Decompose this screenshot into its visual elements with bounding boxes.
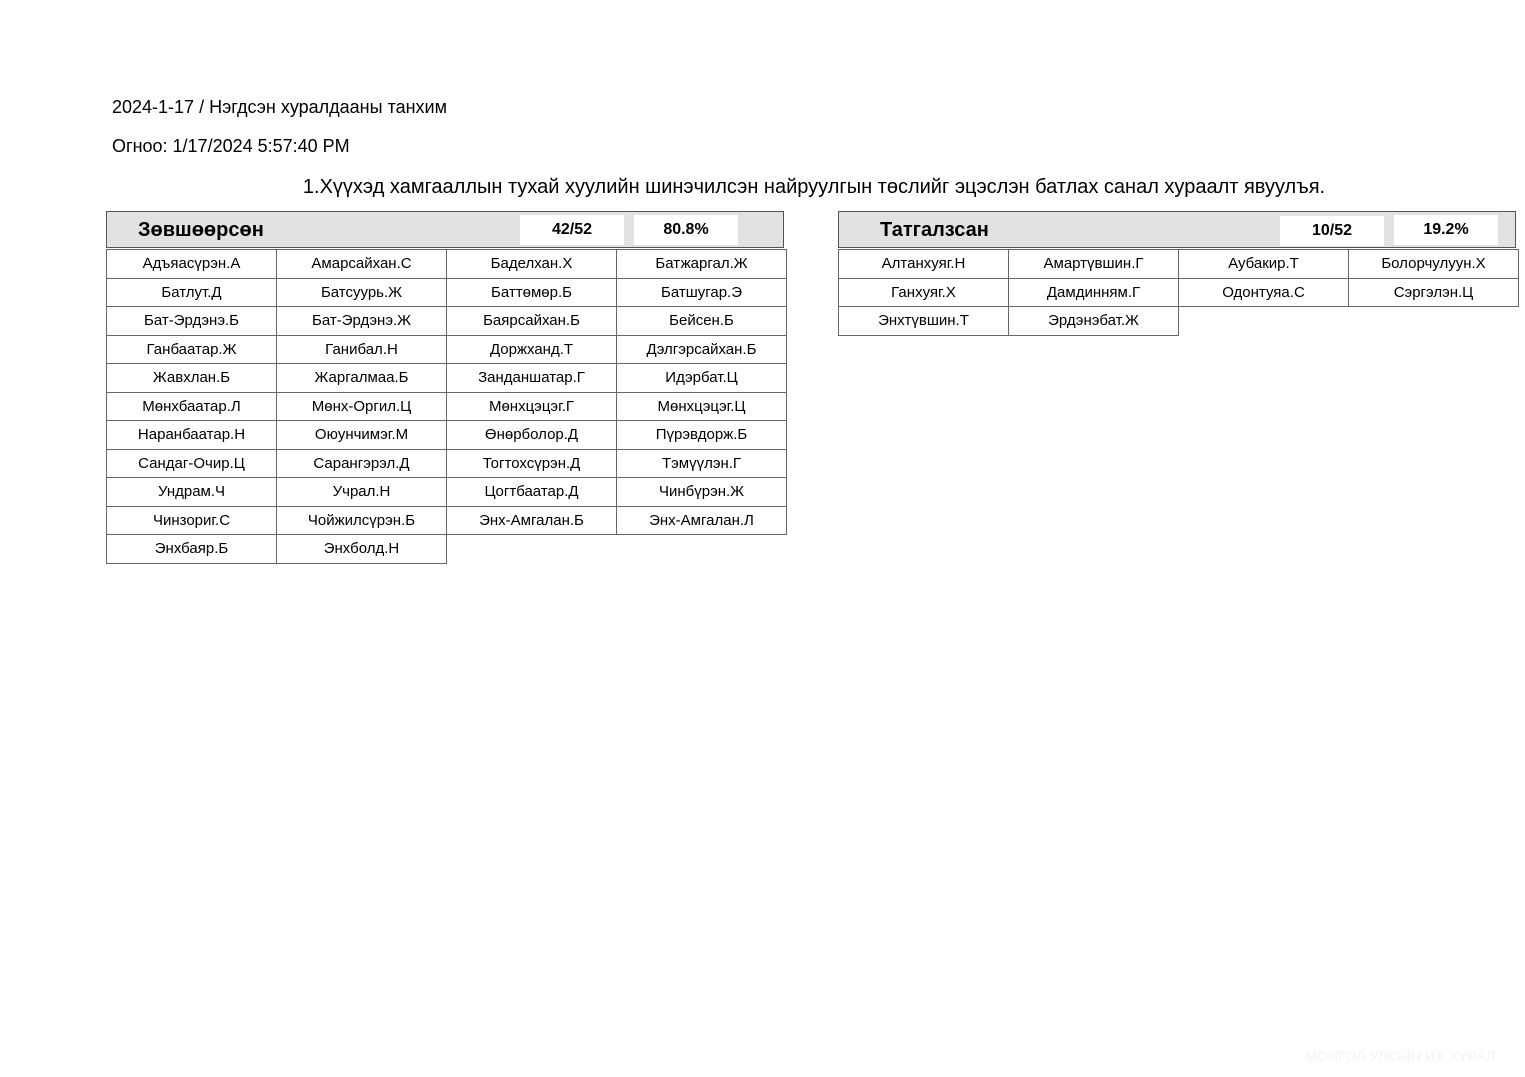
member-cell: Доржханд.Т [446,335,617,365]
approved-count: 42/52 [520,215,624,245]
member-cell: Сандаг-Очир.Ц [106,449,277,479]
vote-question: 1.Хүүхэд хамгааллын тухай хуулийн шинэчилсэн найруулгын төслийг эцэслэн батлах санал хураалт явуулъя. [302,176,1326,198]
member-cell: Ганбаатар.Ж [106,335,277,365]
watermark: МОНГОЛ УЛСЫН ИХ ХУРАЛ [1305,1048,1496,1064]
rejected-header [838,211,1516,248]
member-cell: Өнөрболор.Д [446,420,617,450]
member-cell: Эрдэнэбат.Ж [1008,306,1179,336]
vote-date: Огноо: 1/17/2024 5:57:40 PM [112,136,350,156]
member-cell: Мөнхбаатар.Л [106,392,277,422]
member-cell: Баярсайхан.Б [446,306,617,336]
member-cell: Батшугар.Э [616,278,787,308]
member-cell: Тогтохсүрэн.Д [446,449,617,479]
member-cell: Занданшатар.Г [446,363,617,393]
member-cell: Энхтүвшин.Т [838,306,1009,336]
member-cell: Цогтбаатар.Д [446,477,617,507]
member-cell: Оюунчимэг.М [276,420,447,450]
member-cell: Адъяасүрэн.А [106,249,277,279]
member-cell: Жавхлан.Б [106,363,277,393]
rejected-count: 10/52 [1280,216,1384,246]
member-cell: Чинбүрэн.Ж [616,477,787,507]
member-cell: Энх-Амгалан.Л [616,506,787,536]
member-cell: Дэлгэрсайхан.Б [616,335,787,365]
member-cell: Ганхуяг.Х [838,278,1009,308]
approved-panel [106,211,784,563]
member-cell: Мөнхцэцэг.Г [446,392,617,422]
rejected-panel [838,211,1516,335]
member-cell: Идэрбат.Ц [616,363,787,393]
member-cell: Тэмүүлэн.Г [616,449,787,479]
member-cell: Дамдинням.Г [1008,278,1179,308]
member-cell: Баделхан.Х [446,249,617,279]
member-cell: Батжаргал.Ж [616,249,787,279]
member-cell: Болорчулуун.Х [1348,249,1519,279]
member-cell: Ундрам.Ч [106,477,277,507]
member-cell: Амарсайхан.С [276,249,447,279]
member-cell: Мөнх-Оргил.Ц [276,392,447,422]
rejected-title: Татгалзсан [880,219,989,241]
rejected-percent: 19.2% [1394,215,1498,245]
member-cell: Бат-Эрдэнэ.Ж [276,306,447,336]
approved-percent: 80.8% [634,215,738,245]
session-title: 2024-1-17 / Нэгдсэн хуралдааны танхим [112,97,447,117]
member-cell: Мөнхцэцэг.Ц [616,392,787,422]
member-cell: Чойжилсүрэн.Б [276,506,447,536]
member-cell: Батлут.Д [106,278,277,308]
member-cell: Алтанхуяг.Н [838,249,1009,279]
member-cell: Амартүвшин.Г [1008,249,1179,279]
member-cell: Бат-Эрдэнэ.Б [106,306,277,336]
member-cell: Баттөмөр.Б [446,278,617,308]
member-cell: Энхболд.Н [276,534,447,564]
approved-header [106,211,784,248]
member-cell: Наранбаатар.Н [106,420,277,450]
member-cell: Сарангэрэл.Д [276,449,447,479]
member-cell: Жаргалмаа.Б [276,363,447,393]
member-cell: Аубакир.Т [1178,249,1349,279]
approved-title: Зөвшөөрсөн [138,219,264,241]
member-cell: Учрал.Н [276,477,447,507]
member-cell: Пүрэвдорж.Б [616,420,787,450]
member-cell: Одонтуяа.С [1178,278,1349,308]
member-cell: Бейсен.Б [616,306,787,336]
member-cell: Батсуурь.Ж [276,278,447,308]
approved-members-grid [106,249,784,563]
rejected-members-grid [838,249,1516,335]
member-cell: Энх-Амгалан.Б [446,506,617,536]
member-cell: Ганибал.Н [276,335,447,365]
member-cell: Энхбаяр.Б [106,534,277,564]
member-cell: Сэргэлэн.Ц [1348,278,1519,308]
member-cell: Чинзориг.С [106,506,277,536]
